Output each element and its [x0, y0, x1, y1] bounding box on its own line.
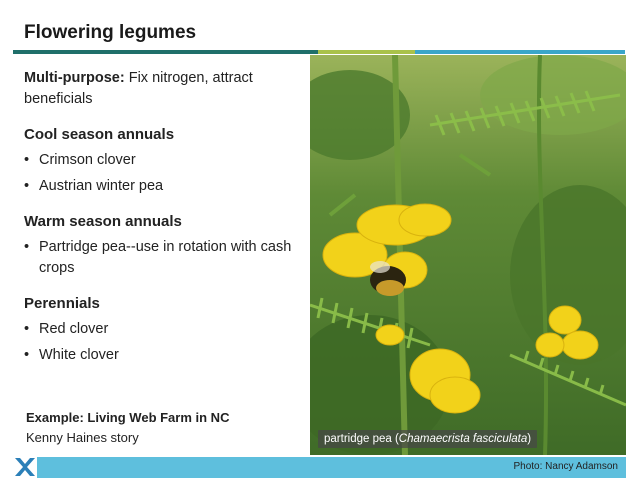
photo-credit: Photo: Nancy Adamson: [513, 461, 618, 472]
example-block: [26, 408, 229, 448]
caption-prefix: partridge pea (: [324, 433, 399, 445]
intro-text: [24, 68, 299, 110]
section-heading-cool: Cool season annuals: [24, 126, 175, 143]
section-heading-perennials: Perennials: [24, 295, 100, 312]
caption-suffix: ): [527, 433, 532, 445]
intro-bold: Multi-purpose:: [24, 70, 125, 86]
photo-illustration: [310, 55, 626, 455]
intro-rest: Fix nitrogen, attract beneficials: [24, 70, 253, 107]
list-cool-season: [24, 150, 299, 197]
list-item: • Crimson clover: [24, 150, 299, 171]
list-warm-season: [24, 237, 299, 279]
list-item: • Austrian winter pea: [24, 176, 299, 197]
list-item: • White clover: [24, 345, 299, 366]
example-subtitle: Kenny Haines story: [26, 430, 139, 445]
list-item: • Red clover: [24, 319, 299, 340]
footer-bar: [37, 457, 626, 478]
rule-segment-dark: [13, 50, 318, 54]
rule-segment-blue: [415, 50, 625, 54]
partridge-pea-photo: [310, 55, 626, 455]
list-perennials: [24, 319, 299, 366]
example-title: Example: Living Web Farm in NC: [26, 410, 230, 425]
rule-segment-green: [318, 50, 415, 54]
x-logo-icon: [13, 455, 37, 479]
list-item: • Partridge pea--use in rotation with cash crops: [24, 237, 299, 279]
slide-title: Flowering legumes: [24, 22, 197, 43]
content-column: [24, 68, 299, 371]
title-underline: [13, 50, 625, 54]
caption-species: Chamaecrista fasciculata: [398, 433, 528, 445]
section-heading-warm: Warm season annuals: [24, 213, 182, 230]
photo-caption: [318, 430, 537, 448]
